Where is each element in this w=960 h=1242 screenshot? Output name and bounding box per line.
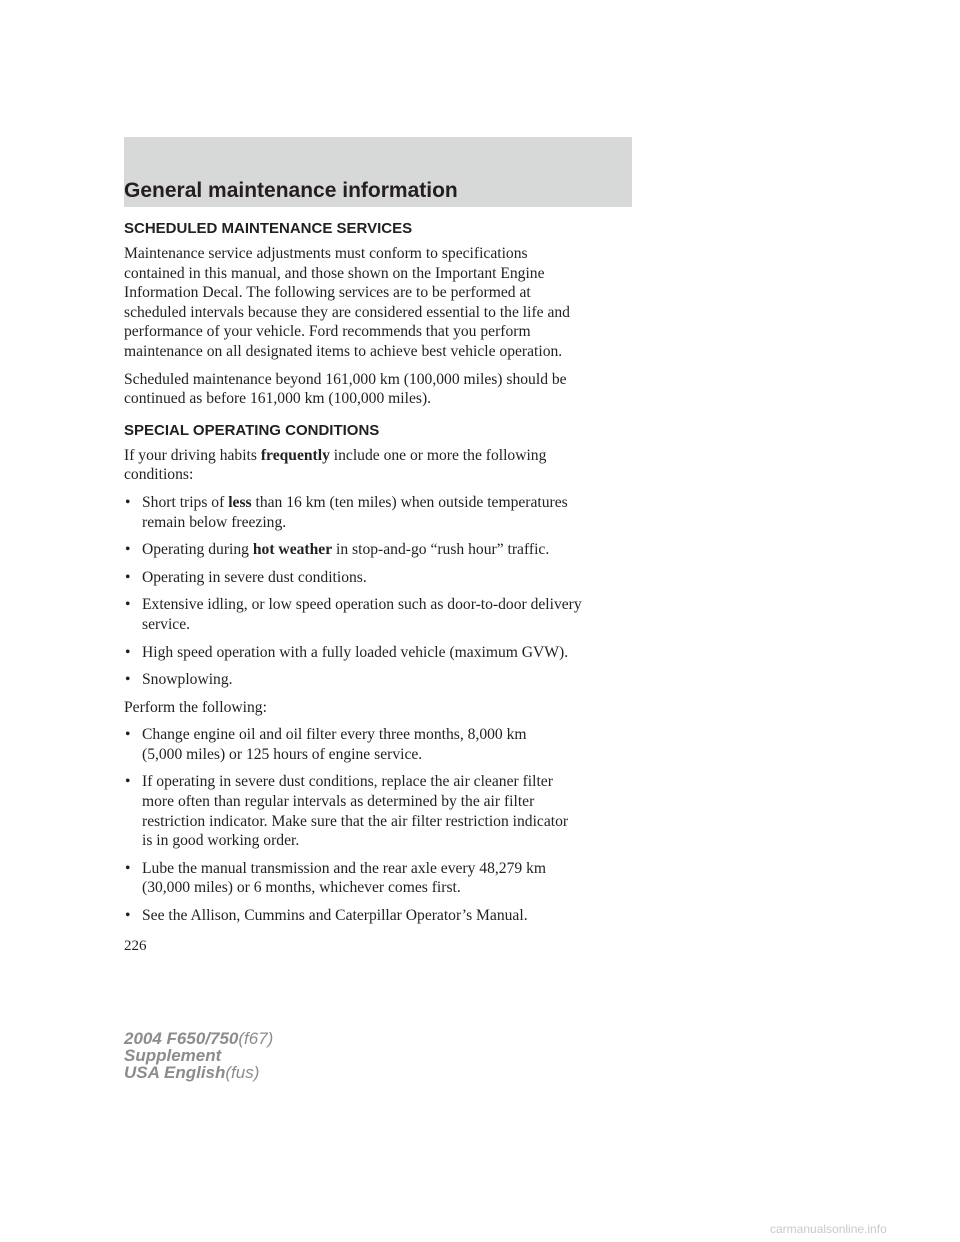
section-title: General maintenance information [124,179,458,202]
bullet: • [125,671,131,689]
list-item: • Extensive idling, or low speed operation such as door-to-door delivery service. [125,596,582,633]
bullet: • [125,541,131,559]
bullet: • [125,568,131,586]
actions-list [124,725,644,925]
page-content [124,219,644,934]
list-item: • See the Allison, Cummins and Caterpillar Operator’s Manual. [125,907,528,925]
footer-doc-type: Supplement [124,1046,222,1065]
bullet: • [125,859,131,877]
list-item: • High speed operation with a fully loaded vehicle (maximum GVW). [125,643,569,661]
bullet: • [125,726,131,744]
list-item: • Operating during hot weather in stop-and-go “rush hour” traffic. [125,541,550,559]
special-conditions-intro: If your driving habits frequently include one or more the following conditions: [124,446,547,484]
list-item: • If operating in severe dust conditions, replace the air cleaner filter more often than regular intervals as determined by the air filter restriction indicator. Make sure that the air filter restriction indicator is in good working order. [125,773,569,850]
footer-language-code: (fus) [225,1063,260,1082]
scheduled-maintenance-beyond-paragraph: Scheduled maintenance beyond 161,000 km (100,000 miles) should be continued as before 161,000 km (100,000 miles). [124,370,567,408]
footer-model: 2004 F650/750 [124,1029,239,1048]
bullet: • [125,643,131,661]
list-item: • Operating in severe dust conditions. [125,568,367,586]
special-conditions-heading: SPECIAL OPERATING CONDITIONS [124,421,380,439]
site-watermark: carmanualsonline.info [770,1222,887,1236]
scheduled-maintenance-paragraph: Maintenance service adjustments must conform to specifications contained in this manual, and those shown on the Important Engine Information Decal. The following services are to be performed at scheduled intervals because they are considered essential to the life and performance of your vehicle. Ford recommends that you perform maintenance on all designated items to achieve best vehicle operation. [124,245,570,360]
scheduled-maintenance-heading: SCHEDULED MAINTENANCE SERVICES [124,220,413,237]
list-item: • Snowplowing. [125,671,233,689]
bullet: • [125,596,131,614]
conditions-list [124,493,644,690]
bullet: • [125,493,131,511]
bullet: • [125,907,131,925]
bullet: • [125,773,131,791]
list-item: • Short trips of less than 16 km (ten miles) when outside temperatures remain below freezing. [125,493,568,531]
section-header-band [124,137,632,207]
perform-label: Perform the following: [124,698,267,716]
footer-language: USA English [124,1063,226,1082]
list-item: • Lube the manual transmission and the rear axle every 48,279 km (30,000 miles) or 6 months, whichever comes first. [125,859,547,897]
list-item: • Change engine oil and oil filter every three months, 8,000 km (5,000 miles) or 125 hours of engine service. [125,726,527,763]
page-number: 226 [124,938,147,954]
footer-model-code: (f67) [238,1029,274,1048]
document-footer [124,1030,273,1081]
